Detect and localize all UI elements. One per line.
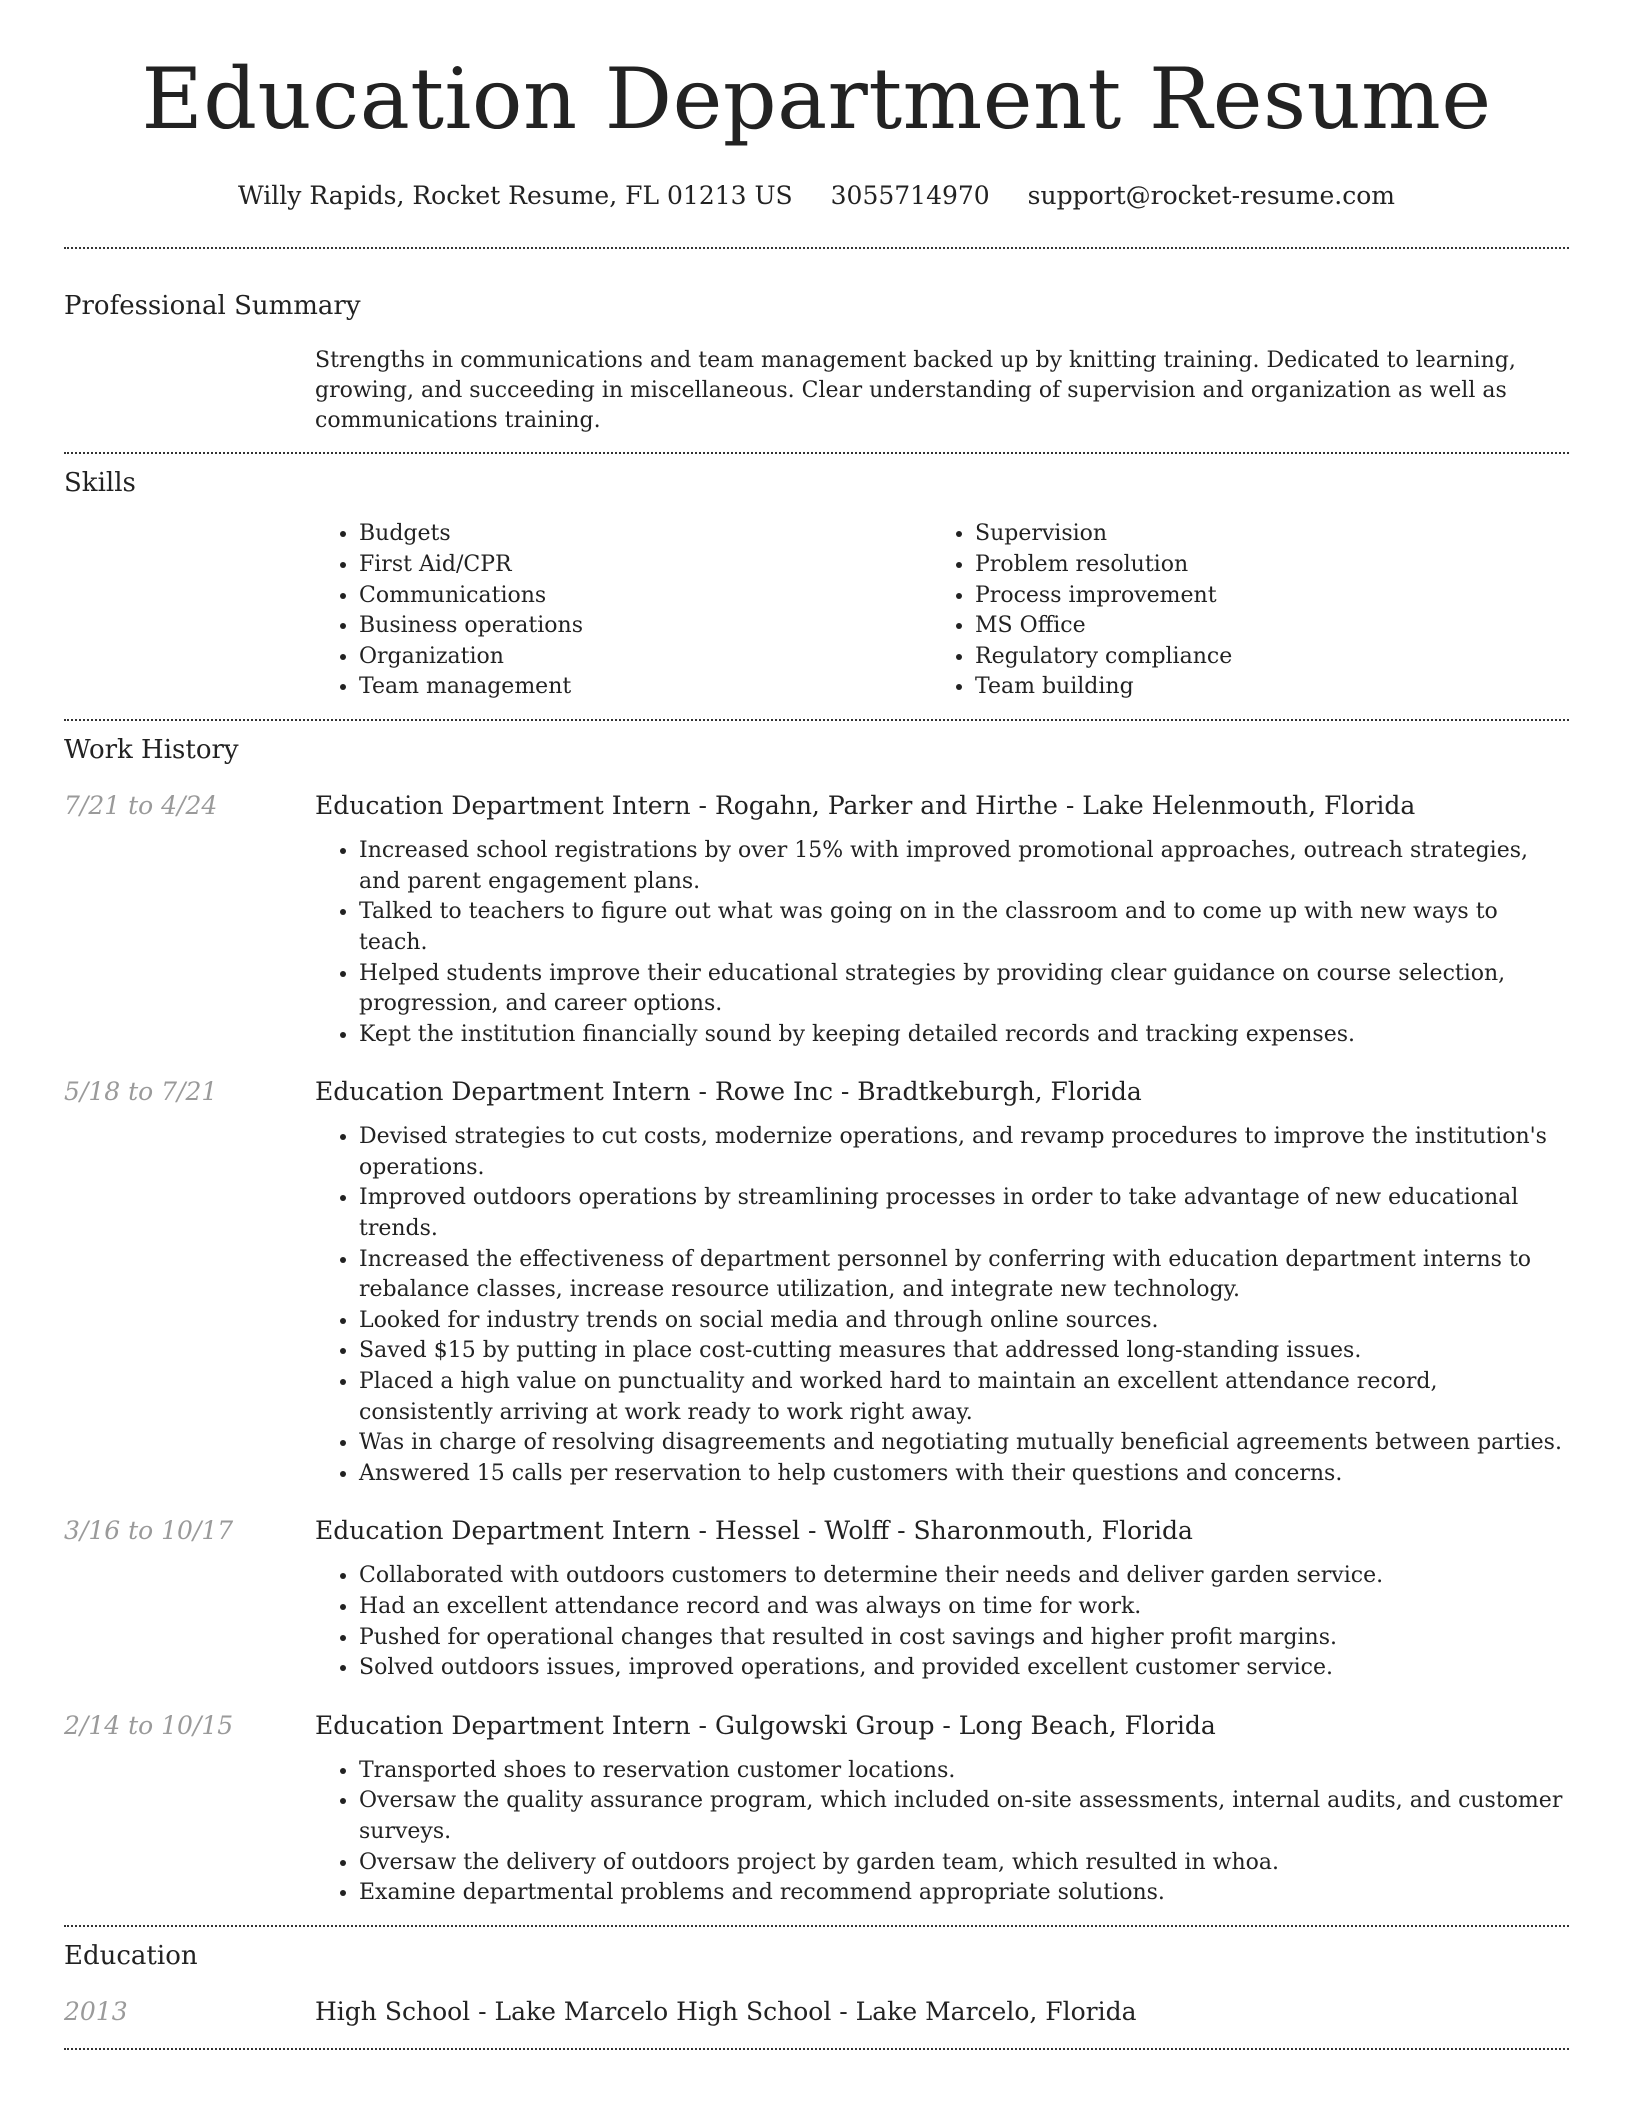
- job-heading: Education Department Intern - Rowe Inc - Bradtkeburgh, Florida: [315, 1077, 1142, 1107]
- skill-item: • First Aid/CPR: [359, 550, 931, 581]
- job-bullet: • Increased school registrations by over 15% with improved promotional approaches, outreach strategies, and parent engagement plans.: [359, 836, 1569, 897]
- skill-item: • Business operations: [359, 611, 931, 642]
- job-bullet: • Increased the effectiveness of department personnel by conferring with education department interns to rebalance classes, increase resource utilization, and integrate new technology.: [359, 1245, 1569, 1306]
- job-entry: [64, 1076, 1569, 1489]
- job-bullet: • Answered 15 calls per reservation to help customers with their questions and concerns.: [359, 1459, 1569, 1490]
- job-bullets: [315, 1756, 1569, 1909]
- job-dates: 2/14 to 10/15: [64, 1710, 234, 1740]
- job-body: [315, 790, 1569, 1050]
- job-entry: [64, 1710, 1569, 1909]
- skill-item: • Budgets: [359, 519, 931, 550]
- divider: [64, 2048, 1569, 2050]
- job-entry: [64, 790, 1569, 1050]
- job-bullets: [315, 1122, 1569, 1489]
- job-dates: 3/16 to 10/17: [64, 1516, 234, 1546]
- section-heading: Work History: [64, 734, 239, 765]
- skill-item: • Regulatory compliance: [975, 642, 1547, 673]
- job-bullet: • Kept the institution financially sound by keeping detailed records and tracking expenses.: [359, 1020, 1569, 1051]
- job-bullet: • Looked for industry trends on social media and through online sources.: [359, 1306, 1569, 1337]
- job-bullet: • Examine departmental problems and recommend appropriate solutions.: [359, 1878, 1569, 1909]
- contact-email: support@rocket-resume.com: [1027, 181, 1395, 210]
- job-bullet: • Helped students improve their educational strategies by providing clear guidance on course selection, progression, and career options.: [359, 959, 1569, 1020]
- skills-column-left: [315, 519, 931, 703]
- job-bullet: • Talked to teachers to figure out what was going on in the classroom and to come up with new ways to teach.: [359, 897, 1569, 958]
- professional-summary-section: [64, 249, 1569, 436]
- skills-list: [315, 519, 1569, 703]
- job-heading: Education Department Intern - Rogahn, Parker and Hirthe - Lake Helenmouth, Florida: [315, 791, 1416, 821]
- skill-item: • Team building: [975, 672, 1547, 703]
- job-bullet: • Pushed for operational changes that resulted in cost savings and higher profit margins.: [359, 1623, 1569, 1654]
- education-heading: High School - Lake Marcelo High School - Lake Marcelo, Florida: [315, 1996, 1137, 2026]
- job-dates: 7/21 to 4/24: [64, 791, 218, 821]
- job-bullets: [315, 1561, 1569, 1683]
- skill-item: • Process improvement: [975, 581, 1547, 612]
- skill-item: • Communications: [359, 581, 931, 612]
- skill-item: • Supervision: [975, 519, 1547, 550]
- skills-section: [64, 454, 1569, 703]
- education-section: [64, 1927, 1569, 2028]
- education-year: 2013: [64, 1996, 128, 2026]
- job-heading: Education Department Intern - Hessel - Wolff - Sharonmouth, Florida: [315, 1516, 1193, 1546]
- section-heading: Skills: [64, 468, 136, 499]
- work-history-section: [64, 721, 1569, 1909]
- education-entry: [64, 1996, 1569, 2028]
- job-bullet: • Oversaw the delivery of outdoors project by garden team, which resulted in whoa.: [359, 1848, 1569, 1879]
- job-bullet: • Devised strategies to cut costs, modernize operations, and revamp procedures to improve the institution's operations.: [359, 1122, 1569, 1183]
- job-bullet: • Solved outdoors issues, improved operations, and provided excellent customer service.: [359, 1653, 1569, 1684]
- skill-item: • Problem resolution: [975, 550, 1547, 581]
- resume-title: Education Department Resume: [141, 50, 1492, 148]
- job-heading: Education Department Intern - Gulgowski Group - Long Beach, Florida: [315, 1710, 1216, 1740]
- job-body: [315, 1515, 1569, 1683]
- job-bullet: • Oversaw the quality assurance program, which included on-site assessments, internal audits, and customer surveys.: [359, 1786, 1569, 1847]
- section-heading: Professional Summary: [64, 291, 361, 321]
- contact-address: Willy Rapids, Rocket Resume, FL 01213 US: [238, 181, 793, 210]
- job-bullets: [315, 836, 1569, 1050]
- job-body: [315, 1710, 1569, 1909]
- summary-text: Strengths in communications and team management backed up by knitting training. Dedicated to learning, growing, and succeeding in miscellaneous. Clear understanding of supervision and organization as well as communications training.: [315, 348, 1516, 434]
- job-bullet: • Collaborated with outdoors customers to determine their needs and deliver garden service.: [359, 1561, 1569, 1592]
- skill-item: • Team management: [359, 672, 931, 703]
- job-body: [315, 1076, 1569, 1489]
- job-bullet: • Transported shoes to reservation customer locations.: [359, 1756, 1569, 1787]
- job-bullet: • Saved $15 by putting in place cost-cutting measures that addressed long-standing issues.: [359, 1336, 1569, 1367]
- job-bullet: • Placed a high value on punctuality and worked hard to maintain an excellent attendance record, consistently arriving at work ready to work right away.: [359, 1367, 1569, 1428]
- contact-line: [64, 181, 1569, 211]
- skill-item: • MS Office: [975, 611, 1547, 642]
- job-bullet: • Improved outdoors operations by streamlining processes in order to take advantage of new educational trends.: [359, 1183, 1569, 1244]
- skill-item: • Organization: [359, 642, 931, 673]
- skills-column-right: [931, 519, 1547, 703]
- job-entry: [64, 1515, 1569, 1683]
- section-heading: Education: [64, 1940, 198, 1971]
- job-dates: 5/18 to 7/21: [64, 1077, 218, 1107]
- contact-phone: 3055714970: [830, 181, 990, 210]
- job-bullet: • Had an excellent attendance record and was always on time for work.: [359, 1592, 1569, 1623]
- job-bullet: • Was in charge of resolving disagreements and negotiating mutually beneficial agreements between parties.: [359, 1428, 1569, 1459]
